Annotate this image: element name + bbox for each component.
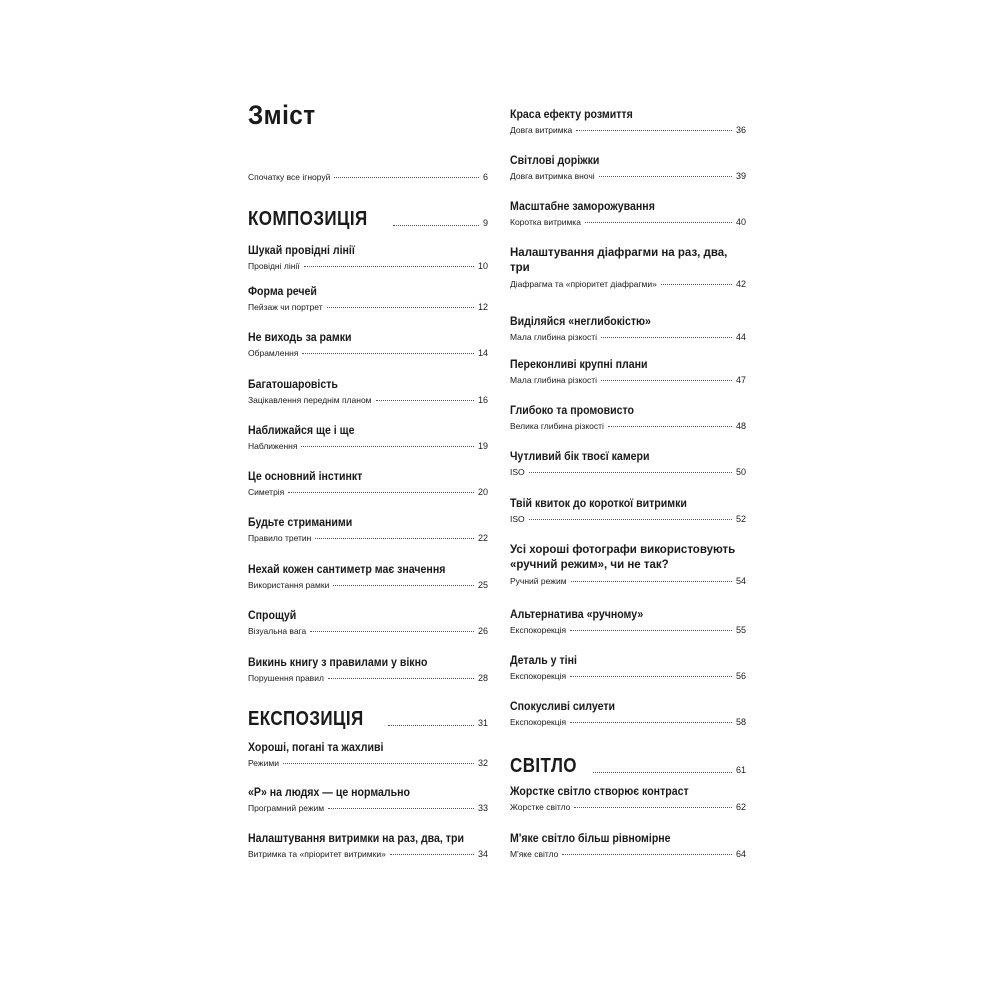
page-number: 61 bbox=[735, 765, 746, 775]
dot-leader bbox=[327, 307, 474, 308]
dot-leader bbox=[571, 581, 732, 582]
page-number: 48 bbox=[735, 421, 746, 431]
entry-subline bbox=[248, 626, 488, 637]
entry-subtitle: Експокорекція bbox=[510, 717, 567, 727]
entry-subline bbox=[248, 261, 488, 272]
entry-subtitle: М'яке світло bbox=[510, 849, 559, 859]
entry-subtitle: Ручний режим bbox=[510, 576, 567, 586]
page-number: 62 bbox=[735, 802, 746, 812]
dot-leader bbox=[576, 130, 732, 131]
toc-entry bbox=[248, 656, 488, 684]
entry-subtitle: Діафрагма та «пріоритет діафрагми» bbox=[510, 279, 657, 289]
toc-entry bbox=[510, 543, 746, 587]
entry-title: Нехай кожен сантиметр має значення bbox=[248, 564, 446, 576]
dot-leader bbox=[661, 284, 732, 285]
toc-entry bbox=[510, 608, 746, 636]
dot-leader bbox=[570, 676, 732, 677]
section-heading-row bbox=[510, 755, 746, 777]
entry-subtitle: Експокорекція bbox=[510, 625, 567, 635]
page-number: 64 bbox=[735, 849, 746, 859]
entry-subline bbox=[510, 576, 746, 587]
dot-leader bbox=[328, 678, 474, 679]
dot-leader bbox=[585, 222, 732, 223]
page-number: 25 bbox=[477, 580, 488, 590]
dot-leader bbox=[302, 353, 474, 354]
entry-subtitle: Велика глибина різкості bbox=[510, 421, 604, 431]
toc-entry bbox=[510, 315, 746, 343]
page-number: 52 bbox=[735, 514, 746, 524]
toc-entry bbox=[248, 516, 488, 544]
entry-subline bbox=[248, 803, 488, 814]
entry-title: Спрощуй bbox=[248, 610, 297, 622]
entry-subtitle: Витримка та «пріоритет витримки» bbox=[248, 849, 386, 859]
entry-subline bbox=[510, 217, 746, 228]
dot-leader bbox=[315, 538, 474, 539]
toc-entry bbox=[510, 654, 746, 682]
entry-title: Наближайся ще і ще bbox=[248, 425, 355, 437]
toc-entry bbox=[510, 785, 746, 813]
toc-entry bbox=[510, 154, 746, 182]
page-number: 39 bbox=[735, 171, 746, 181]
page-number: 12 bbox=[477, 302, 488, 312]
entry-subtitle: Провідні лінії bbox=[248, 261, 300, 271]
page-number: 47 bbox=[735, 375, 746, 385]
entry-subline bbox=[248, 441, 488, 452]
toc-entry bbox=[248, 244, 488, 272]
page-title: Зміст bbox=[248, 100, 316, 130]
entry-title: Форма речей bbox=[248, 286, 317, 298]
toc-entry bbox=[510, 404, 746, 432]
entry-subline bbox=[248, 302, 488, 313]
page-number: 26 bbox=[477, 626, 488, 636]
entry-title: Світлові доріжки bbox=[510, 155, 600, 167]
entry-subline bbox=[510, 717, 746, 728]
toc-entry bbox=[510, 358, 746, 386]
dot-leader bbox=[608, 426, 732, 427]
entry-subtitle: Пейзаж чи портрет bbox=[248, 302, 323, 312]
dot-leader bbox=[529, 519, 732, 520]
toc-entry bbox=[248, 331, 488, 359]
entry-subline bbox=[510, 375, 746, 386]
dot-leader bbox=[593, 772, 732, 773]
entry-subtitle: Правило третин bbox=[248, 533, 312, 543]
toc-entry bbox=[510, 450, 746, 478]
entry-subtitle: Порушення правил bbox=[248, 673, 324, 683]
entry-subtitle: Режими bbox=[248, 758, 279, 768]
page-number: 34 bbox=[477, 849, 488, 859]
page-number: 32 bbox=[477, 758, 488, 768]
toc-entry bbox=[510, 108, 746, 136]
entry-subtitle: Обрамлення bbox=[248, 348, 299, 358]
entry-title: Чутливий бік твоєї камери bbox=[510, 451, 650, 463]
entry-title: Налаштування витримки на раз, два, три bbox=[248, 833, 464, 845]
toc-entry bbox=[510, 246, 746, 290]
entry-title: Краса ефекту розмиття bbox=[510, 109, 633, 121]
section-heading: КОМПОЗИЦІЯ bbox=[248, 208, 368, 230]
toc-entry bbox=[248, 609, 488, 637]
section-heading: ЕКСПОЗИЦІЯ bbox=[248, 708, 364, 730]
toc-entry bbox=[510, 700, 746, 728]
entry-subline bbox=[510, 125, 746, 136]
entry-subtitle: Жорстке світло bbox=[510, 802, 571, 812]
entry-subline bbox=[510, 279, 746, 290]
entry-subline bbox=[510, 514, 746, 525]
toc-line bbox=[248, 172, 488, 182]
entry-title: Переконливі крупні плани bbox=[510, 359, 648, 371]
toc-entry bbox=[248, 563, 488, 591]
entry-title: Деталь у тіні bbox=[510, 655, 577, 667]
entry-title: Глибоко та промовисто bbox=[510, 405, 634, 417]
toc-entry bbox=[248, 470, 488, 498]
dot-leader bbox=[333, 585, 474, 586]
entry-title: Масштабне заморожування bbox=[510, 201, 655, 213]
page-number: 56 bbox=[735, 671, 746, 681]
entry-subline bbox=[510, 625, 746, 636]
dot-leader bbox=[529, 472, 732, 473]
entry-title: Не виходь за рамки bbox=[248, 332, 352, 344]
dot-leader bbox=[304, 266, 474, 267]
dot-leader bbox=[390, 854, 474, 855]
entry-subtitle: Спочатку все ігноруй bbox=[248, 172, 331, 182]
page-number: 6 bbox=[482, 172, 488, 182]
dot-leader bbox=[562, 854, 732, 855]
page-number: 22 bbox=[477, 533, 488, 543]
page-number: 9 bbox=[482, 218, 488, 228]
entry-title: Хороші, погані та жахливі bbox=[248, 742, 384, 754]
toc-entry bbox=[248, 378, 488, 406]
page-number: 40 bbox=[735, 217, 746, 227]
page-number: 58 bbox=[735, 717, 746, 727]
toc-entry bbox=[248, 832, 488, 860]
section-heading-row bbox=[248, 708, 488, 730]
dot-leader bbox=[310, 631, 474, 632]
dot-leader bbox=[388, 725, 474, 726]
section-heading: СВІТЛО bbox=[510, 755, 577, 777]
entry-subline bbox=[248, 533, 488, 544]
entry-subtitle: Симетрія bbox=[248, 487, 285, 497]
entry-subtitle: Мала глибина різкості bbox=[510, 332, 598, 342]
toc-entry bbox=[248, 741, 488, 769]
entry-subtitle: Мала глибина різкості bbox=[510, 375, 598, 385]
entry-subtitle: Довга витримка вночі bbox=[510, 171, 595, 181]
entry-title: Виділяйся «неглибокістю» bbox=[510, 316, 651, 328]
toc-entry bbox=[248, 786, 488, 814]
page-number: 44 bbox=[735, 332, 746, 342]
entry-subtitle: Коротка витримка bbox=[510, 217, 581, 227]
toc-entry bbox=[510, 497, 746, 525]
toc-entry bbox=[510, 200, 746, 228]
entry-title: Жорстке світло створює контраст bbox=[510, 786, 689, 798]
dot-leader bbox=[570, 722, 732, 723]
entry-subline bbox=[248, 395, 488, 406]
entry-subline bbox=[248, 348, 488, 359]
entry-title: Спокусливі силуети bbox=[510, 701, 616, 713]
page-number: 36 bbox=[735, 125, 746, 135]
entry-subline bbox=[248, 849, 488, 860]
dot-leader bbox=[283, 763, 474, 764]
entry-subtitle: Довга витримка bbox=[510, 125, 573, 135]
entry-subline bbox=[510, 332, 746, 343]
entry-subline bbox=[248, 487, 488, 498]
entry-subline bbox=[510, 467, 746, 478]
entry-subtitle: Наближення bbox=[248, 441, 298, 451]
page-number: 28 bbox=[477, 673, 488, 683]
section-heading-row bbox=[248, 208, 488, 230]
page-number: 16 bbox=[477, 395, 488, 405]
page-number: 54 bbox=[735, 576, 746, 586]
dot-leader bbox=[301, 446, 474, 447]
page-number: 31 bbox=[477, 718, 488, 728]
entry-subtitle: ISO bbox=[510, 514, 525, 524]
page-number: 14 bbox=[477, 348, 488, 358]
dot-leader bbox=[574, 807, 732, 808]
entry-subline bbox=[510, 849, 746, 860]
page-number: 50 bbox=[735, 467, 746, 477]
page-number: 10 bbox=[477, 261, 488, 271]
dot-leader bbox=[601, 337, 732, 338]
entry-subline bbox=[248, 580, 488, 591]
entry-title: Викинь книгу з правилами у вікно bbox=[248, 657, 428, 669]
dot-leader bbox=[376, 400, 474, 401]
entry-subtitle: Візуальна вага bbox=[248, 626, 307, 636]
dot-leader bbox=[570, 630, 732, 631]
entry-subline bbox=[510, 421, 746, 432]
entry-subline bbox=[248, 758, 488, 769]
entry-subtitle: Використання рамки bbox=[248, 580, 330, 590]
dot-leader bbox=[288, 492, 474, 493]
dot-leader bbox=[328, 808, 474, 809]
entry-title: Будьте стриманими bbox=[248, 517, 353, 529]
toc-entry bbox=[248, 285, 488, 313]
entry-subline bbox=[510, 171, 746, 182]
dot-leader bbox=[393, 225, 479, 226]
entry-title: Твій квиток до короткої витримки bbox=[510, 498, 687, 510]
entry-title: Багатошаровість bbox=[248, 379, 338, 391]
entry-subtitle: Зацікавлення переднім планом bbox=[248, 395, 372, 405]
entry-title: «P» на людях — це нормально bbox=[248, 787, 410, 799]
entry-subline bbox=[510, 671, 746, 682]
entry-title: М'яке світло більш рівномірне bbox=[510, 833, 671, 845]
entry-title: Це основний інстинкт bbox=[248, 471, 363, 483]
page-number: 42 bbox=[735, 279, 746, 289]
toc-entry bbox=[248, 424, 488, 452]
page-number: 20 bbox=[477, 487, 488, 497]
entry-subline bbox=[248, 673, 488, 684]
page-number: 33 bbox=[477, 803, 488, 813]
entry-subtitle: Програмний режим bbox=[248, 803, 325, 813]
toc-entry bbox=[510, 832, 746, 860]
entry-subline bbox=[510, 802, 746, 813]
page-number: 55 bbox=[735, 625, 746, 635]
entry-title: Альтернатива «ручному» bbox=[510, 609, 644, 621]
dot-leader bbox=[334, 177, 479, 178]
entry-subtitle: Експокорекція bbox=[510, 671, 567, 681]
entry-title: Налаштування діафрагми на раз, два, три bbox=[510, 247, 728, 274]
entry-subtitle: ISO bbox=[510, 467, 525, 477]
dot-leader bbox=[599, 176, 732, 177]
dot-leader bbox=[601, 380, 732, 381]
entry-title: Усі хороші фотографи використовують «ручний режим», чи не так? bbox=[510, 544, 736, 571]
entry-title: Шукай провідні лінії bbox=[248, 245, 355, 257]
page-number: 19 bbox=[477, 441, 488, 451]
